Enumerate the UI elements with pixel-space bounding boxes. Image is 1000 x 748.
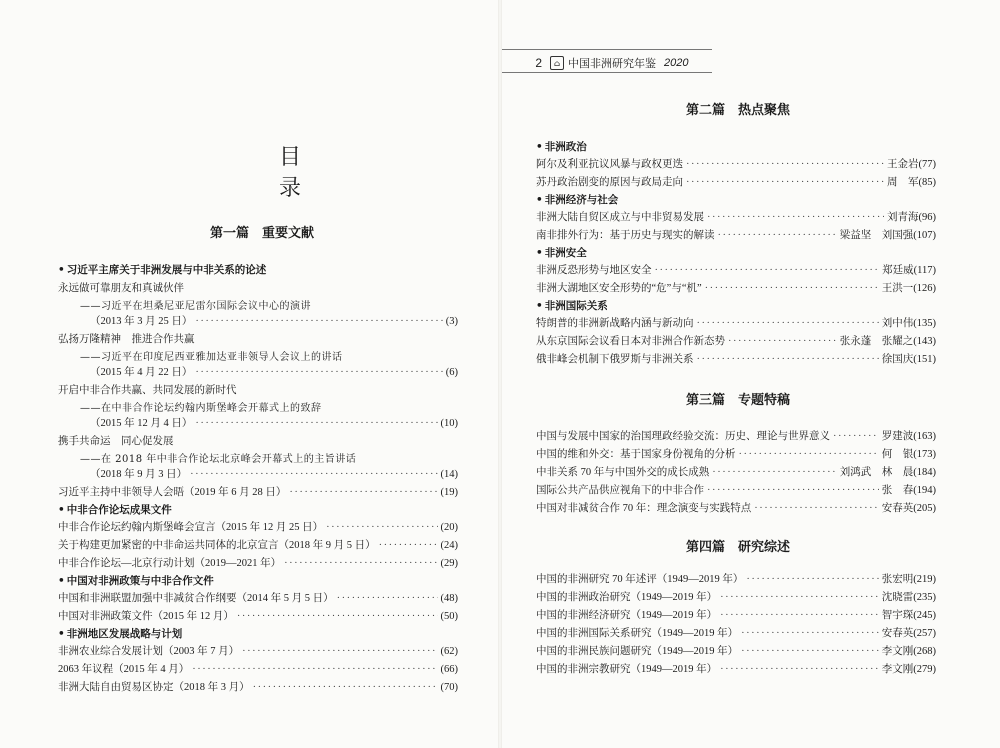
section-international-relations: • 非洲国际关系 (536, 300, 608, 312)
book-logo-icon: ⌂ (550, 56, 564, 70)
toc-entry-r17[interactable]: 中国的非洲经济研究（1949—2019 年） ····· 智宇琛(245) (536, 607, 936, 622)
toc-entry-1-date[interactable]: （2013 年 3 月 25 日） ····· (3) (90, 313, 458, 328)
toc-entry-r20[interactable]: 中国的非洲宗教研究（1949—2019 年） ····· 李文刚(279) (536, 661, 936, 676)
toc-entry-3-subtitle: ——在中非合作论坛约翰内斯堡峰会开幕式上的致辞 (80, 403, 322, 414)
section-african-politics: • 非洲政治 (536, 141, 587, 153)
toc-entry-9[interactable]: 中国和非洲联盟加强中非减贫合作纲要（2014 年 5 月 5 日） ····· (48) (58, 590, 458, 605)
toc-entry-10[interactable]: 中国对非洲政策文件（2015 年 12 月） ····· (50) (58, 608, 458, 623)
toc-entry-r14[interactable]: 中国对非减贫合作 70 年：理念演变与实践特点 ····· 安春英(205) (536, 500, 936, 515)
toc-entry-r1[interactable]: 阿尔及利亚抗议风暴与政权更迭 ····· 王金岩(77) (536, 156, 936, 171)
toc-entry-r4[interactable]: 南非排外行为：基于历史与现实的解读 ····· 梁益坚 刘国强(107) (536, 227, 936, 242)
toc-entry-4-title[interactable]: 携手共命运 同心促发展 (58, 436, 174, 447)
page-number: 2 (535, 56, 542, 70)
part-2-heading: 第二篇 热点聚焦 (686, 103, 791, 118)
toc-entry-r7[interactable]: 特朗普的非洲新战略内涵与新动向 ····· 刘中伟(135) (536, 315, 936, 330)
toc-entry-r19[interactable]: 中国的非洲民族问题研究（1949—2019 年） ····· 李文刚(268) (536, 643, 936, 658)
toc-entry-6[interactable]: 中非合作论坛约翰内斯堡峰会宣言（2015 年 12 月 25 日） ····· (20) (58, 519, 458, 534)
book-title: 中国非洲研究年鉴 (568, 57, 656, 70)
toc-entry-r18[interactable]: 中国的非洲国际关系研究（1949—2019 年） ····· 安春英(257) (536, 625, 936, 640)
part-3-heading: 第三篇 专题特稿 (686, 393, 791, 408)
toc-entry-r6[interactable]: 非洲大湖地区安全形势的“危”与“机” ····· 王洪一(126) (536, 280, 936, 295)
right-page (500, 0, 1000, 748)
toc-entry-r11[interactable]: 中国的维和外交：基于国家身份视角的分析 ····· 何 银(173) (536, 446, 936, 461)
toc-entry-8[interactable]: 中非合作论坛—北京行动计划（2019—2021 年） ····· (29) (58, 555, 458, 570)
toc-entry-3-title[interactable]: 开启中非合作共赢、共同发展的新时代 (58, 385, 237, 396)
toc-entry-3-date[interactable]: （2015 年 12 月 4 日） ····· (10) (90, 415, 458, 430)
section-african-strategies: • 非洲地区发展战略与计划 (58, 628, 183, 640)
toc-entry-13[interactable]: 非洲大陆自由贸易区协定（2018 年 3 月） ····· (70) (58, 679, 458, 694)
toc-entry-r8[interactable]: 从东京国际会议看日本对非洲合作新态势 ····· 张永蓬 张耀之(143) (536, 333, 936, 348)
toc-entry-r16[interactable]: 中国的非洲政治研究（1949—2019 年） ····· 沈晓雷(235) (536, 589, 936, 604)
section-economy-society: • 非洲经济与社会 (536, 194, 619, 206)
toc-entry-1-title[interactable]: 永远做可靠朋友和真诚伙伴 (58, 283, 184, 294)
toc-entry-r3[interactable]: 非洲大陆自贸区成立与中非贸易发展 ····· 刘青海(96) (536, 209, 936, 224)
section-focac-documents: • 中非合作论坛成果文件 (58, 504, 172, 516)
toc-entry-2-date[interactable]: （2015 年 4 月 22 日） ····· (6) (90, 364, 458, 379)
toc-entry-r2[interactable]: 苏丹政治剧变的原因与政局走向 ····· 周 军(85) (536, 174, 936, 189)
toc-entry-r5[interactable]: 非洲反恐形势与地区安全 ····· 郑廷威(117) (536, 262, 936, 277)
toc-entry-4-subtitle: ——在 2018 年中非合作论坛北京峰会开幕式上的主旨讲话 (80, 454, 357, 465)
section-xi-remarks: • 习近平主席关于非洲发展与中非关系的论述 (58, 264, 267, 276)
section-african-security: • 非洲安全 (536, 247, 587, 259)
toc-entry-7[interactable]: 关于构建更加紧密的中非命运共同体的北京宣言（2018 年 9 月 5 日） ····· (24) (58, 537, 458, 552)
toc-entry-1-subtitle: ——习近平在坦桑尼亚尼雷尔国际会议中心的演讲 (80, 301, 311, 312)
toc-entry-2-title[interactable]: 弘扬万隆精神 推进合作共赢 (58, 334, 195, 345)
book-year: 2020 (664, 57, 689, 69)
toc-entry-12[interactable]: 2063 年议程（2015 年 4 月） ····· (66) (58, 661, 458, 676)
toc-entry-2-subtitle: ——习近平在印度尼西亚雅加达亚非领导人会议上的讲话 (80, 352, 343, 363)
toc-entry-r10[interactable]: 中国与发展中国家的治国理政经验交流：历史、理论与世界意义 ····· 罗建波(163) (536, 428, 936, 443)
toc-entry-5[interactable]: 习近平主持中非领导人会晤（2019 年 6 月 28 日） ····· (19) (58, 484, 458, 499)
toc-title: 目 录 (278, 145, 404, 201)
part-1-heading: 第一篇 重要文献 (210, 226, 315, 241)
toc-entry-4-date[interactable]: （2018 年 9 月 3 日） ····· (14) (90, 466, 458, 481)
toc-entry-r9[interactable]: 俄非峰会机制下俄罗斯与非洲关系 ····· 徐国庆(151) (536, 351, 936, 366)
toc-entry-11[interactable]: 非洲农业综合发展计划（2003 年 7 月） ····· (62) (58, 643, 458, 658)
section-china-africa-policy: • 中国对非洲政策与中非合作文件 (58, 575, 214, 587)
toc-entry-r12[interactable]: 中非关系 70 年与中国外交的成长成熟 ····· 刘鸿武 林 晨(184) (536, 464, 936, 479)
toc-entry-r15[interactable]: 中国的非洲研究 70 年述评（1949—2019 年） ····· 张宏明(219) (536, 571, 936, 586)
part-4-heading: 第四篇 研究综述 (686, 540, 791, 555)
toc-entry-r13[interactable]: 国际公共产品供应视角下的中非合作 ····· 张 春(194) (536, 482, 936, 497)
